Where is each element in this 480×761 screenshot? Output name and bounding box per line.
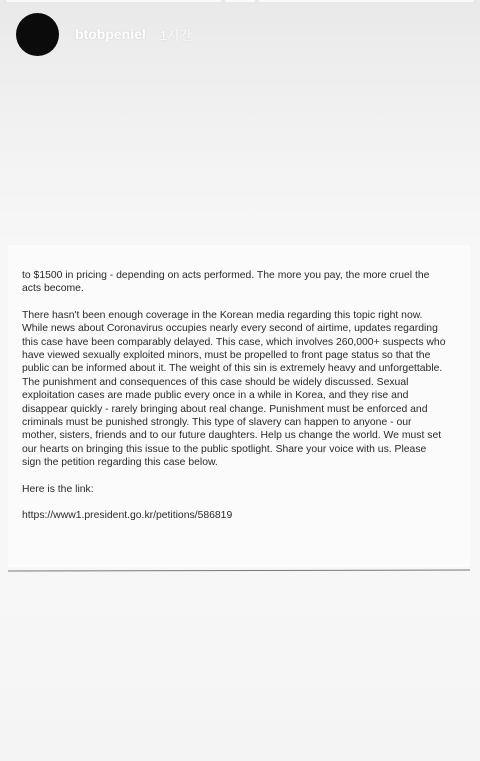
progress-segment <box>6 0 221 2</box>
divider-line <box>8 570 470 572</box>
document-paragraph: There hasn't been enough coverage in the Korean media regarding this topic right now. While news about Coronavirus occupies nearly every second of airtime, updates regarding this case have been comparably delayed. This case, which involves 260,000+ suspects who have viewed sexually exploited minors, must be propelled to front page status so that the public can be informed about it. The weight of this sin is extremely heavy and unforgettable. The punishment and consequences of this case should be widely discussed. Sexual exploitation cases are made public every once in a while in Korea, and they rise and disappear quickly - rarely bringing about real change. Punishment must be enforced and criminals must be punished strongly. This type of slavery can happen to anyone - our mother, sisters, friends and to our future daughters. Help us change the world. We must set our hearts on bringing this issue to the public spotlight. Share your voice with us. Please sign the petition regarding this case below. <box>22 309 446 469</box>
story-header <box>16 12 192 56</box>
document-screenshot <box>8 245 470 567</box>
document-paragraph: to $1500 in pricing - depending on acts performed. The more you pay, the more cruel the acts become. <box>22 270 430 295</box>
post-time: 1시간 <box>159 27 193 43</box>
link-label: Here is the link: <box>22 483 94 495</box>
progress-segment <box>225 0 255 2</box>
username[interactable]: btobpeniel <box>75 26 146 42</box>
avatar[interactable] <box>16 13 59 56</box>
story-progress-bar <box>0 0 480 2</box>
petition-link: https://www1.president.go.kr/petitions/586819 <box>22 510 233 522</box>
document-text <box>22 269 446 536</box>
progress-segment <box>259 0 474 2</box>
